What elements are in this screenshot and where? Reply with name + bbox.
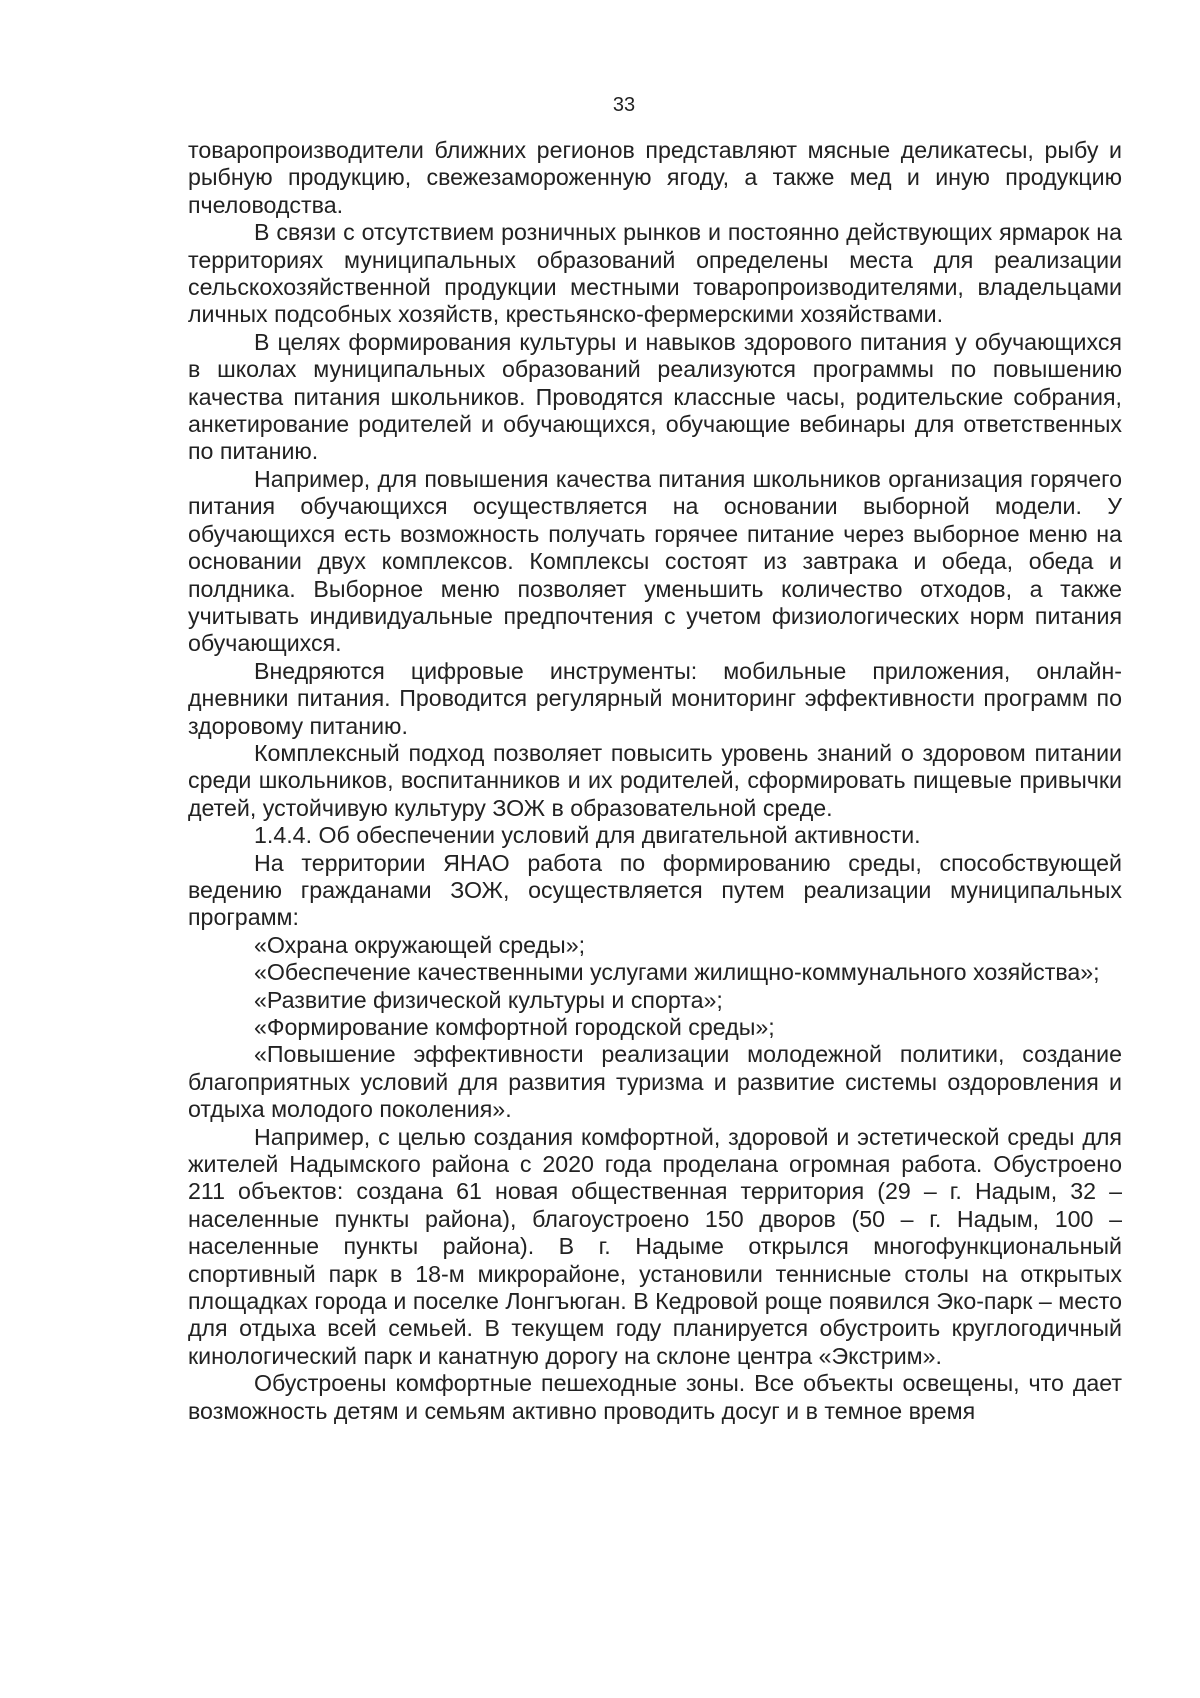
program-item-youth-policy: «Повышение эффективности реализации молодежной политики, создание благоприятных условий для развития туризма и развитие системы оздоровления и отдыха молодого поколения».	[188, 1041, 1122, 1123]
program-item-environment: «Охрана окружающей среды»;	[254, 931, 586, 958]
page-number: 33	[612, 94, 636, 116]
paragraph-yanao-programs: На территории ЯНАО работа по формированию среды, способствующей ведению гражданами ЗОЖ, осуществляется путем реализации муниципальных программ:	[188, 849, 1122, 931]
paragraph-hot-meals: Например, для повышения качества питания школьников организация горячего питания обучающихся осуществляется на основании выборной модели. У обучающихся есть возможность получать горячее питание через выборное меню на основании двух комплексов. Комплексы состоят из завтрака и обеда, обеда и полдника. Выборное меню позволяет уменьшить количество отходов, а также учитывать индивидуальные предпочтения с учетом физиологических норм питания обучающихся.	[188, 465, 1122, 657]
paragraph-digital-tools: Внедряются цифровые инструменты: мобильные приложения, онлайн-дневники питания. Проводится регулярный мониторинг эффективности программ по здоровому питанию.	[188, 657, 1122, 739]
program-item-housing-services: «Обеспечение качественными услугами жилищно-коммунального хозяйства»;	[254, 959, 1100, 986]
document-body	[188, 137, 1122, 1425]
program-item-sports: «Развитие физической культуры и спорта»;	[254, 986, 723, 1013]
paragraph-markets: В связи с отсутствием розничных рынков и постоянно действующих ярмарок на территориях муниципальных образований определены места для реализации сельскохозяйственной продукции местными товаропроизводителями, владельцами личных подсобных хозяйств, крестьянско-фермерскими хозяйствами.	[188, 219, 1122, 328]
paragraph-complex-approach: Комплексный подход позволяет повысить уровень знаний о здоровом питании среди школьников, воспитанников и их родителей, сформировать пищевые привычки детей, устойчивую культуру ЗОЖ в образовательной среде.	[188, 739, 1122, 821]
program-item-urban-environment: «Формирование комфортной городской среды»;	[254, 1014, 775, 1040]
section-heading-1-4-4: 1.4.4. Об обеспечении условий для двигательной активности.	[254, 822, 921, 849]
paragraph-pedestrian-zones: Обустроены комфортные пешеходные зоны. Все объекты освещены, что дает возможность детям и семьям активно проводить досуг и в темное время	[188, 1370, 1122, 1424]
paragraph-healthy-nutrition: В целях формирования культуры и навыков здорового питания у обучающихся в школах муниципальных образований реализуются программы по повышению качества питания школьников. Проводятся классные часы, родительские собрания, анкетирование родителей и обучающихся, обучающие вебинары для ответственных по питанию.	[188, 328, 1122, 465]
paragraph-nadym-example: Например, с целью создания комфортной, здоровой и эстетической среды для жителей Надымского района с 2020 года проделана огромная работа. Обустроено 211 объектов: создана 61 новая общественная территория (29 – г. Надым, 32 – населенные пункты района), благоустроено 150 дворов (50 – г. Надым, 100 – населенные пункты района). В г. Надыме открылся многофункциональный спортивный парк в 18-м микрорайоне, установили теннисные столы на открытых площадках города и поселке Лонгъюган. В Кедровой роще появился Эко-парк – место для отдыха всей семьей. В текущем году планируется обустроить круглогодичный кинологический парк и канатную дорогу на склоне центра «Экстрим».	[188, 1123, 1122, 1369]
paragraph-continuation: товаропроизводители ближних регионов представляют мясные деликатесы, рыбу и рыбную продукцию, свежезамороженную ягоду, а также мед и иную продукцию пчеловодства.	[188, 137, 1122, 218]
